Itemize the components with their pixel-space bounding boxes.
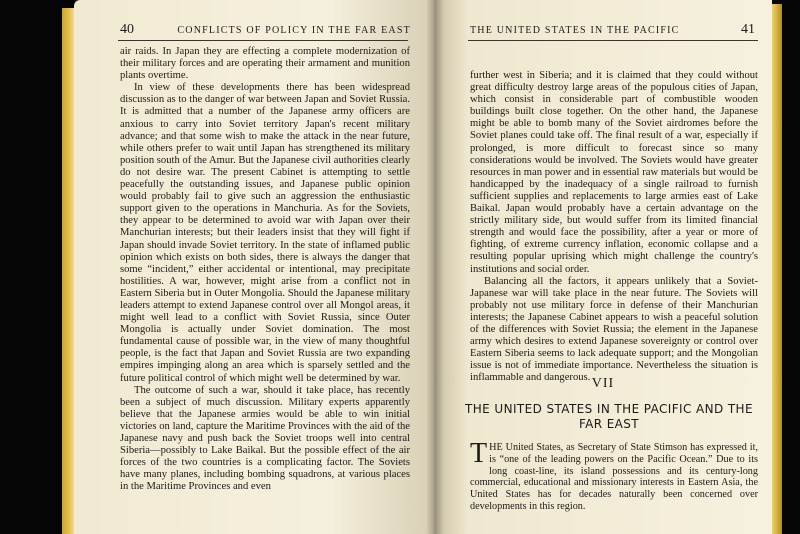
right-page-number: 41 [740, 22, 755, 37]
left-header-rule [118, 40, 408, 41]
left-running-head: CONFLICTS OF POLICY IN THE FAR EAST [177, 25, 411, 36]
left-body-text [120, 46, 410, 493]
paragraph: The outcome of such a war, should it take place, has recently been a subject of much discussion. Military experts apparently believe that the Japanese armies would be able to win initial victories on land, capture the Maritime Provinces with the aid of the Japanese navy and push back the Soviet troops well into central Siberia—possibly to Lake Baikal. But the possible effect of the air forces of the two countries is a complicating factor. The Soviets have many planes, including bombing squadrons, at various places in the Maritime Provinces and even [120, 384, 410, 493]
right-page [434, 0, 772, 534]
paragraph: In view of these developments there has been widespread discussion as to the danger of war between Japan and Soviet Russia. It is admitted that a number of the Japanese army officers are anxious to carry into Soviet territory Japan's recent military advance; and that some wish to make the attack in the near future, while others prefer to wait until Japan has strengthened its military position south of the Amur. But the Japanese civil authorities clearly do not desire war. The present Cabinet is attempting to settle peacefully the outstanding issues, and Japanese public opinion would probably fail to give such an aggression the enthusiastic support given to the operations in Manchuria. As for the Soviets, they appear to be determined to avoid war with Japan over their Manchurian interests; but their leaders insist that they will fight if Japan should invade Soviet territory. In the state of inflamed public opinion which exists on both sides, there is always the danger that some “incident,” either accidental or intentional, may precipitate hostilities. A war, however, might arise from a conflict not in Eastern Siberia but in Outer Mongolia. Should the Japanese military leaders attempt to extend Japanese control over all Mongol areas, it might well lead to a conflict with Soviet Russia, since Outer Mongolia is actually under Soviet domination. The most fundamental cause of possible war, in the view of many thoughtful people, is the fact that Japan and Soviet Russia are two expanding empires impinging along an area which is sparsely settled and the future political control of which might well be determined by war. [120, 82, 410, 384]
right-header-rule [468, 40, 758, 41]
chapter-opening: HE United States, as Secretary of State Stimson has expressed it, is “one of the leading powers on the Pacific Ocean.” Due to its long coast-line, its island possessions and its century-long commercial, educational and missionary interests in Eastern Asia, the United States has for decades naturally been concerned over developments in this region. [470, 442, 758, 512]
right-running-header [470, 22, 755, 38]
paragraph: further west in Siberia; and it is claimed that they could without great difficulty destroy large areas of the populous cities of Japan, which consist in considerable part of combustible wooden buildings built close together. On the other hand, the Japanese might be able to bomb many of the Soviet airdromes before the Soviet planes could take off. The final result of a war, especially if prolonged, is more difficult to forecast since so many considerations would be involved. The Soviets would have greater resources in man power and in essential raw materials but would be handicapped by the inadequacy of a single railroad to furnish sufficient supplies and replacements to large armies east of Lake Baikal. Japan would probably have a certain advantage on the strictly military side, but would suffer from its limited financial strength and would face the possibility, after a year or more of fighting, of extreme currency inflation, economic collapse and a resulting popular uprising which might challenge the country's institutions and social order. [470, 70, 758, 275]
left-page-number: 40 [120, 22, 134, 37]
chapter-number: VII [591, 376, 615, 391]
left-page [74, 0, 434, 534]
paragraph: air raids. In Japan they are effecting a complete modernization of their military forces and are operating their armament and munition plants overtime. [120, 46, 410, 82]
drop-cap: T [470, 438, 488, 469]
left-running-header [120, 22, 411, 38]
right-body-text [470, 70, 758, 384]
right-running-head: THE UNITED STATES IN THE PACIFIC [470, 25, 680, 36]
chapter-opening-text [470, 438, 758, 513]
paragraph: Balancing all the factors, it appears unlikely that a Soviet-Japanese war will take place in the near future. The Soviets will probably not use military force in defense of their Manchurian interests; the Japanese Cabinet appears to wish a peaceful solution of the differences with Soviet Russia; the element in the Japanese army which desires to extend Japanese sovereignty or control over Eastern Siberia seems to lack adequate support; and the Mongolian issue is not of immediate importance. Nevertheless the situation is inflammable and dangerous. [470, 275, 758, 384]
chapter-title: THE UNITED STATES IN THE PACIFIC AND THE FAR EAST [465, 402, 753, 431]
book-gutter-shadow [426, 0, 444, 534]
